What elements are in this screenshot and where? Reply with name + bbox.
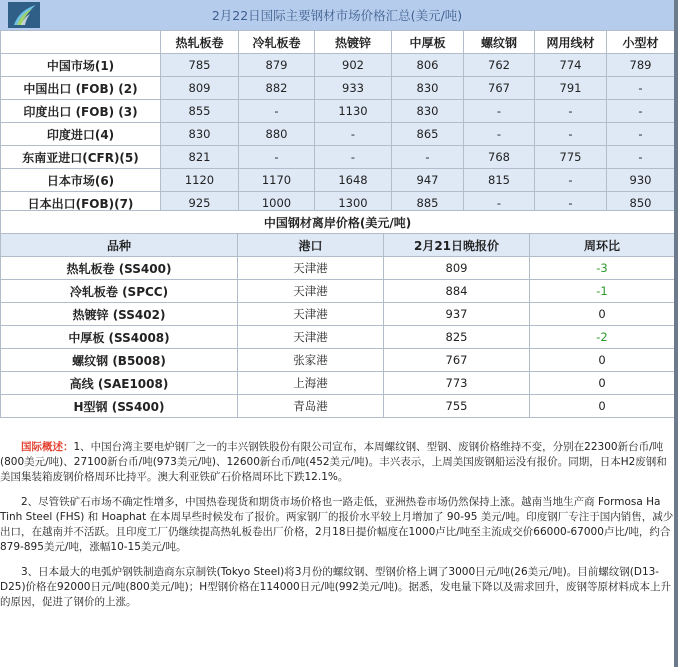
price-cell: 855	[161, 100, 239, 123]
price-cell: 767	[464, 77, 535, 100]
intl-header-blank	[1, 31, 161, 54]
col-header-port: 港口	[238, 234, 384, 257]
change-cell: 0	[530, 395, 675, 418]
col-header-change: 周环比	[530, 234, 675, 257]
change-cell: -1	[530, 280, 675, 303]
price-cell: 830	[392, 100, 464, 123]
price-cell: 821	[161, 146, 239, 169]
product-name: 热轧板卷 (SS400)	[1, 257, 238, 280]
dom-row	[1, 257, 675, 280]
price-cell: 850	[607, 192, 675, 215]
col-header: 热轧板卷	[161, 31, 239, 54]
market-name: 印度出口 (FOB) (3)	[1, 100, 161, 123]
price-cell: 865	[392, 123, 464, 146]
price-cell: 806	[392, 54, 464, 77]
price-cell: -	[535, 192, 607, 215]
intl-row	[1, 169, 675, 192]
page-edge-scrollbar[interactable]	[674, 0, 678, 667]
price-cell: 1300	[315, 192, 392, 215]
product-name: 螺纹钢 (B5008)	[1, 349, 238, 372]
overview-label: 国际概述：	[21, 441, 74, 453]
col-header: 中厚板	[392, 31, 464, 54]
price-cell: 1130	[315, 100, 392, 123]
price-cell: 768	[464, 146, 535, 169]
market-name: 日本出口(FOB)(7)	[1, 192, 161, 215]
change-cell: 0	[530, 303, 675, 326]
port-name: 天津港	[238, 280, 384, 303]
market-overview	[0, 440, 674, 620]
price-cell: 809	[384, 257, 530, 280]
dom-row	[1, 372, 675, 395]
change-cell: -2	[530, 326, 675, 349]
price-cell: 1120	[161, 169, 239, 192]
port-name: 天津港	[238, 257, 384, 280]
price-cell: 767	[384, 349, 530, 372]
title-banner	[0, 0, 674, 31]
price-cell: 884	[384, 280, 530, 303]
price-cell: -	[239, 100, 315, 123]
price-cell: 880	[239, 123, 315, 146]
col-header: 冷轧板卷	[239, 31, 315, 54]
price-cell: 825	[384, 326, 530, 349]
product-name: 冷轧板卷 (SPCC)	[1, 280, 238, 303]
price-cell: 937	[384, 303, 530, 326]
intl-row	[1, 146, 675, 169]
market-name: 日本市场(6)	[1, 169, 161, 192]
international-price-table	[0, 30, 675, 215]
overview-paragraph-1	[0, 440, 674, 485]
port-name: 青岛港	[238, 395, 384, 418]
price-cell: -	[392, 146, 464, 169]
price-cell: 1648	[315, 169, 392, 192]
dom-row	[1, 395, 675, 418]
port-name: 张家港	[238, 349, 384, 372]
port-name: 上海港	[238, 372, 384, 395]
col-header: 小型材	[607, 31, 675, 54]
dom-row	[1, 349, 675, 372]
product-name: 高线 (SAE1008)	[1, 372, 238, 395]
price-cell: 809	[161, 77, 239, 100]
dom-header-row	[1, 234, 675, 257]
price-cell: -	[464, 192, 535, 215]
intl-row	[1, 100, 675, 123]
price-cell: -	[239, 146, 315, 169]
price-cell: -	[315, 123, 392, 146]
price-cell: 1000	[239, 192, 315, 215]
price-cell: 930	[607, 169, 675, 192]
col-header: 网用线材	[535, 31, 607, 54]
intl-row	[1, 54, 675, 77]
col-header-price: 2月21日晚报价	[384, 234, 530, 257]
price-cell: 947	[392, 169, 464, 192]
price-cell: -	[607, 100, 675, 123]
price-cell: 885	[392, 192, 464, 215]
price-cell: -	[464, 100, 535, 123]
price-cell: 925	[161, 192, 239, 215]
product-name: 热镀锌 (SS402)	[1, 303, 238, 326]
price-cell: -	[315, 146, 392, 169]
intl-header-row	[1, 31, 675, 54]
price-cell: -	[464, 123, 535, 146]
col-header-product: 品种	[1, 234, 238, 257]
price-cell: -	[607, 146, 675, 169]
price-cell: 902	[315, 54, 392, 77]
change-cell: 0	[530, 372, 675, 395]
dom-row	[1, 303, 675, 326]
port-name: 天津港	[238, 303, 384, 326]
price-cell: -	[535, 123, 607, 146]
price-cell: -	[607, 77, 675, 100]
price-cell: -	[535, 169, 607, 192]
change-cell: 0	[530, 349, 675, 372]
overview-paragraph-3: 3、日本最大的电弧炉钢铁制造商东京制铁(Tokyo Steel)将3月份的螺纹钢、型钢价格上调了3000日元/吨(26美元/吨)。目前螺纹钢(D13-D25)价格在92000日元/吨(800美元/吨)；H型钢价格在114000日元/吨(992美元/吨)。据悉，发电量下降以及需求回升，废钢等原材料成本上升的原因，促进了钢价的上涨。	[0, 566, 672, 608]
dom-row	[1, 280, 675, 303]
intl-row	[1, 123, 675, 146]
section-title: 中国钢材离岸价格(美元/吨)	[1, 211, 675, 234]
port-name: 天津港	[238, 326, 384, 349]
price-cell: 830	[161, 123, 239, 146]
price-cell: 774	[535, 54, 607, 77]
dom-row	[1, 326, 675, 349]
price-cell: 879	[239, 54, 315, 77]
price-cell: 762	[464, 54, 535, 77]
intl-row	[1, 77, 675, 100]
price-cell: 785	[161, 54, 239, 77]
market-name: 印度进口(4)	[1, 123, 161, 146]
price-cell: 815	[464, 169, 535, 192]
price-cell: 775	[535, 146, 607, 169]
price-cell: 789	[607, 54, 675, 77]
price-cell: 882	[239, 77, 315, 100]
price-cell: -	[535, 100, 607, 123]
price-cell: 791	[535, 77, 607, 100]
market-name: 中国出口 (FOB) (2)	[1, 77, 161, 100]
change-cell: -3	[530, 257, 675, 280]
price-cell: -	[607, 123, 675, 146]
market-name: 中国市场(1)	[1, 54, 161, 77]
col-header: 热镀锌	[315, 31, 392, 54]
price-cell: 755	[384, 395, 530, 418]
market-name: 东南亚进口(CFR)(5)	[1, 146, 161, 169]
price-cell: 1170	[239, 169, 315, 192]
overview-text-1: 1、中国台湾主要电炉钢厂之一的丰兴钢铁股份有限公司宣布，本周螺纹钢、型钢、废钢价格维持不变，分别在22300新台币/吨(800美元/吨)、27100新台币/吨(973美元/吨)、12600新台币/吨(452美元/吨)。丰兴表示，上周美国废钢船运没有报价。同期，日本H2废钢和美国集装箱废钢价格周环比持平。澳大利亚铁矿石价格周环比下跌12.1%。	[0, 441, 667, 483]
china-fob-price-table	[0, 210, 675, 418]
price-cell: 933	[315, 77, 392, 100]
report-title: 2月22日国际主要钢材市场价格汇总(美元/吨)	[211, 8, 463, 23]
price-cell: 830	[392, 77, 464, 100]
product-name: 中厚板 (SS4008)	[1, 326, 238, 349]
overview-paragraph-2: 2、尽管铁矿石市场不确定性增多，中国热卷现货和期货市场价格也一路走低，亚洲热卷市场仍然保持上涨。越南当地生产商 Formosa Ha Tinh Steel (FHS) 和 Hoaphat 在本周早些时候发布了报价。两家钢厂的报价水平较上月增加了 90-95 美元/吨。印度钢厂专注于国内销售，减少出口，在越南并不活跃。且印度工厂仍继续提高热轧板卷出厂价格，2月18日提价幅度在1000卢比/吨至主流成交价66000-67000卢比/吨，约合879-895美元/吨，涨幅10-15美元/吨。	[0, 496, 674, 553]
product-name: H型钢 (SS400)	[1, 395, 238, 418]
col-header: 螺纹钢	[464, 31, 535, 54]
price-cell: 773	[384, 372, 530, 395]
dom-section-row	[1, 211, 675, 234]
